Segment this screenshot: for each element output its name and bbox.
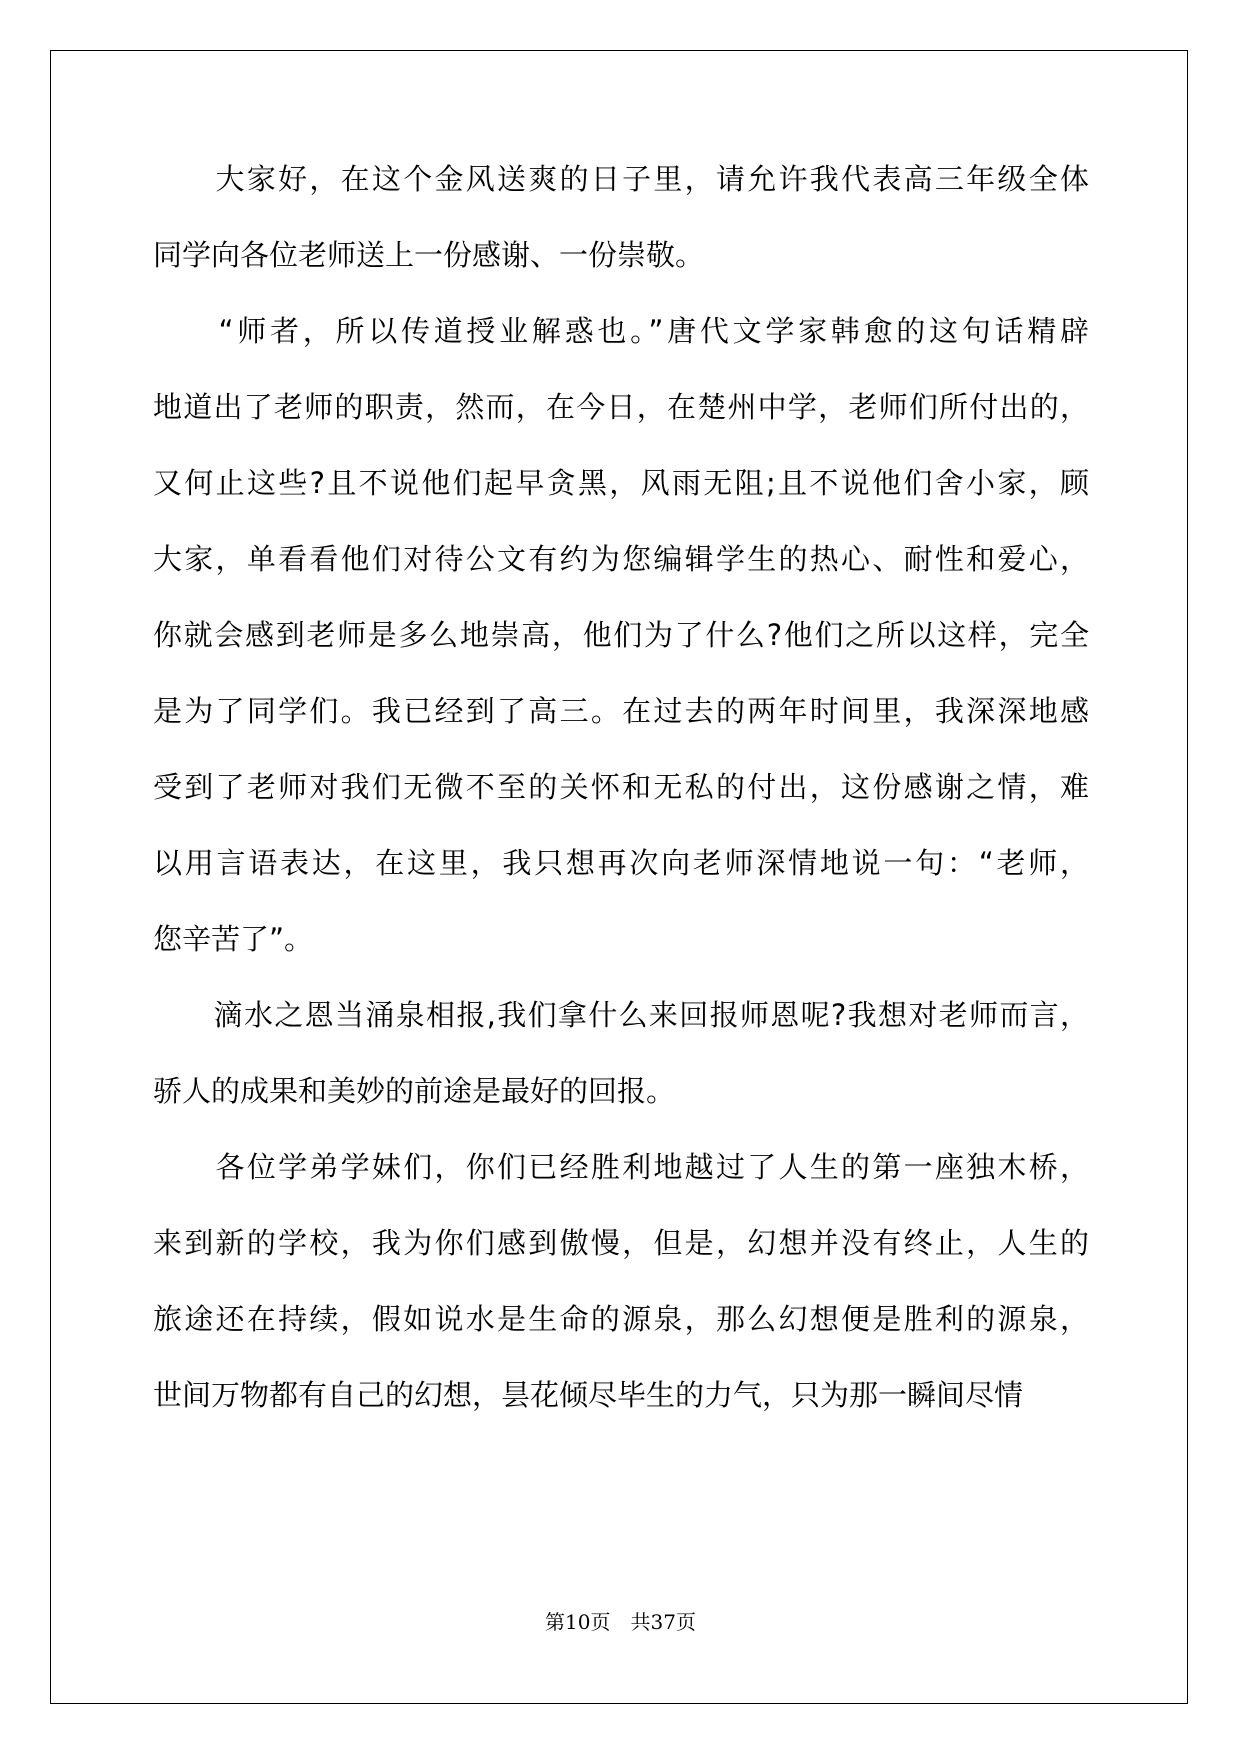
text-line: 骄人的成果和美妙的前途是最好的回报。 [153,1074,676,1108]
text-line: 又何止这些?且不说他们起早贪黑，风雨无阻;且不说他们舍小家，顾 [153,466,1089,500]
text-line: 是为了同学们。我已经到了高三。在过去的两年时间里，我深深地感 [153,694,1089,728]
text-line: “师者，所以传道授业解惑也。”唐代文学家韩愈的这句话精辟 [153,314,1089,348]
paragraph [153,996,1089,1110]
text-line: 你就会感到老师是多么地崇高，他们为了什么?他们之所以这样，完全 [153,618,1089,652]
text-line: 您辛苦了”。 [153,922,314,956]
text-line: 来到新的学校，我为你们感到傲慢，但是，幻想并没有终止，人生的 [153,1226,1089,1260]
text-line: 各位学弟学妹们，你们已经胜利地越过了人生的第一座独木桥， [153,1150,1089,1184]
paragraph [153,160,1089,274]
paragraph [153,1148,1089,1414]
text-line: 旅途还在持续，假如说水是生命的源泉，那么幻想便是胜利的源泉， [153,1302,1089,1336]
text-line: 大家，单看看他们对待公文有约为您编辑学生的热心、耐性和爱心， [153,542,1089,576]
text-line: 同学向各位老师送上一份感谢、一份崇敬。 [153,238,705,272]
text-line: 大家好，在这个金风送爽的日子里，请允许我代表高三年级全体 [153,162,1089,196]
text-line: 滴水之恩当涌泉相报,我们拿什么来回报师恩呢?我想对老师而言， [153,998,1089,1032]
text-line: 世间万物都有自己的幻想，昙花倾尽毕生的力气，只为那一瞬间尽情 [153,1378,1024,1412]
text-line: 地道出了老师的职责，然而，在今日，在楚州中学，老师们所付出的， [153,390,1089,424]
page-number-footer: 第10页 共37页 [545,1610,696,1634]
text-line: 受到了老师对我们无微不至的关怀和无私的付出，这份感谢之情，难 [153,770,1089,804]
document-body [153,160,1089,1452]
paragraph [153,312,1089,958]
text-line: 以用言语表达，在这里，我只想再次向老师深情地说一句：“老师， [153,846,1089,880]
